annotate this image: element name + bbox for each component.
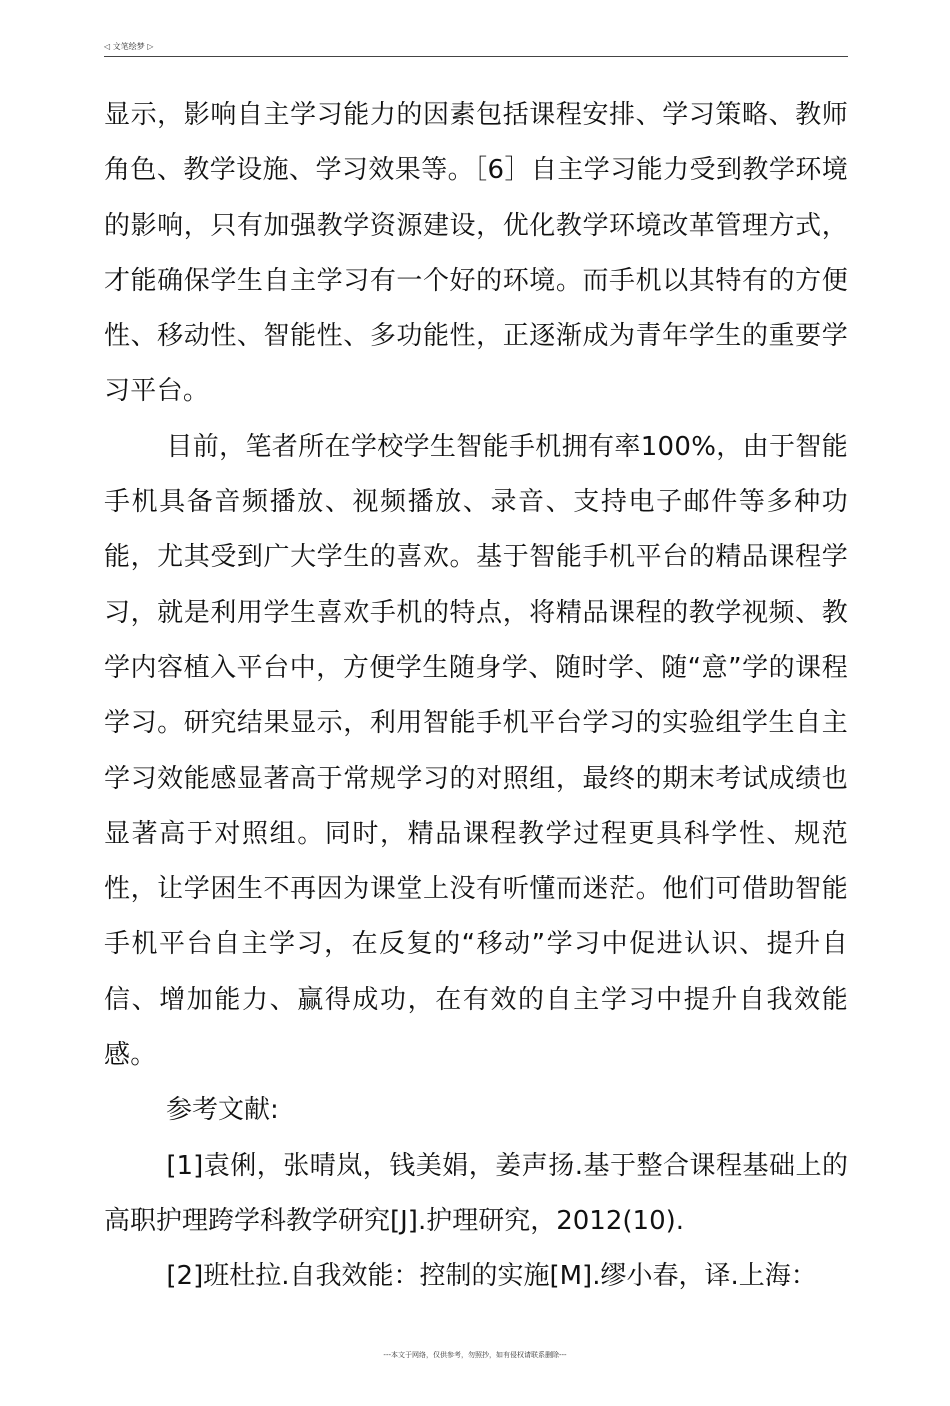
references-section: [104, 1083, 848, 1304]
document-body: [104, 88, 848, 1305]
triangle-right-icon: ▷: [147, 42, 154, 51]
page-header: [104, 40, 848, 54]
header-title: 文笔绘梦: [112, 42, 145, 51]
paragraph-2: 目前，笔者所在学校学生智能手机拥有率100%，由于智能手机具备音频播放、视频播放、录音、支持电子邮件等多种功能，尤其受到广大学生的喜欢。基于智能手机平台的精品课程学习，就是利用学生喜欢手机的特点，将精品课程的教学视频、教学内容植入平台中，方便学生随身学、随时学、随“意”学的课程学习。研究结果显示，利用智能手机平台学习的实验组学生自主学习效能感显著高于常规学习的对照组，最终的期末考试成绩也显著高于对照组。同时，精品课程教学过程更具科学性、规范性，让学困生不再因为课堂上没有听懂而迷茫。他们可借助智能手机平台自主学习，在反复的“移动”学习中促进认识、提升自信、增加能力、赢得成功，在有效的自主学习中提升自我效能感。: [104, 431, 848, 1071]
reference-item-1: [1]袁俐，张晴岚，钱美娟，姜声扬.基于整合课程基础上的高职护理跨学科教学研究[J].护理研究，2012(10).: [104, 1150, 848, 1236]
references-title: 参考文献:: [166, 1095, 279, 1126]
reference-item-2: [2]班杜拉.自我效能：控制的实施[M].缪小春，译.上海：: [166, 1261, 817, 1292]
header-divider: [104, 56, 848, 57]
page-footer: ---本文于网络，仅供参考，勿照抄，如有侵权请联系删除---: [383, 1351, 567, 1359]
triangle-left-icon: ◁: [104, 42, 111, 51]
paragraph-1: 显示，影响自主学习能力的因素包括课程安排、学习策略、教师角色、教学设施、学习效果等。［6］自主学习能力受到教学环境的影响，只有加强教学资源建设，优化教学环境改革管理方式，才能确保学生自主学习有一个好的环境。而手机以其特有的方便性、移动性、智能性、多功能性，正逐渐成为青年学生的重要学习平台。: [104, 100, 848, 407]
